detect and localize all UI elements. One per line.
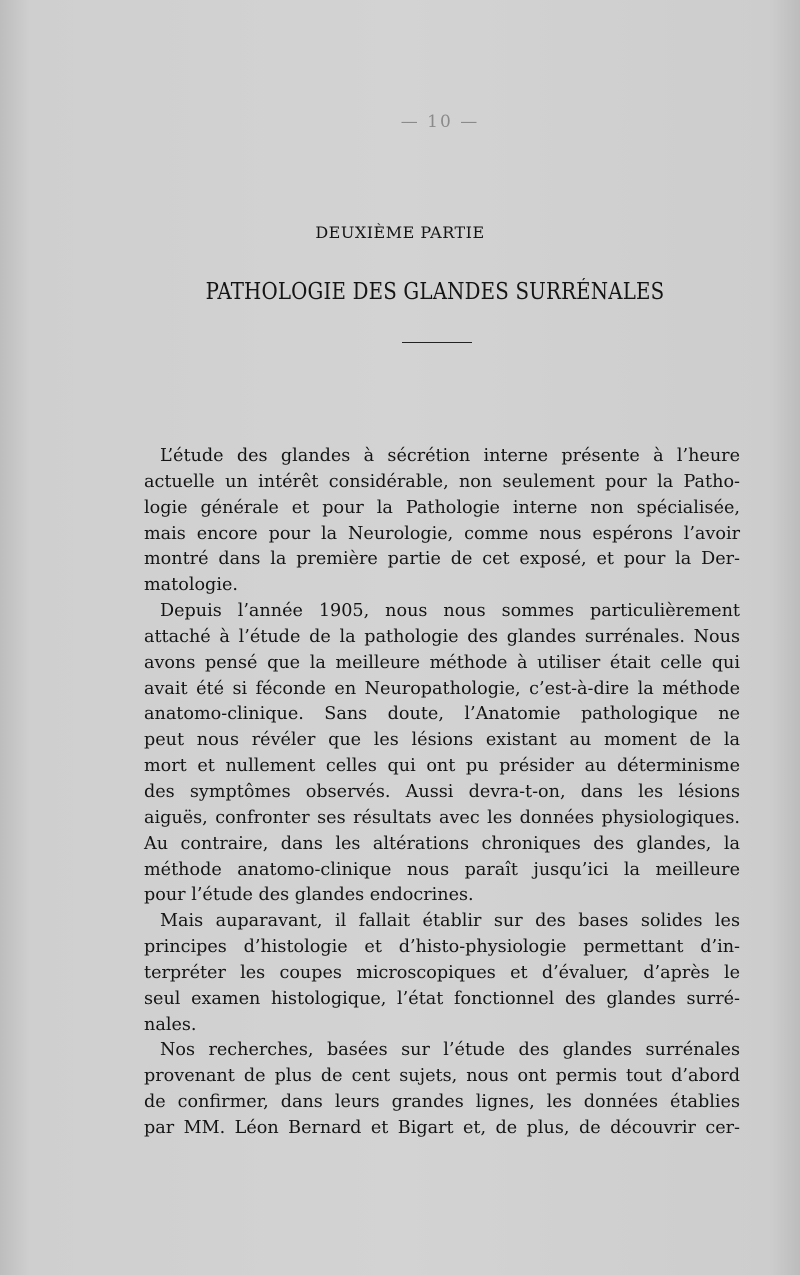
text-line: avait été si féconde en Neuropathologie, c’est-à-dire la méthode xyxy=(144,678,740,699)
text-line: peut nous révéler que les lésions existant au moment de la xyxy=(144,730,740,751)
text-line: attaché à l’étude de la pathologie des glandes surrénales. Nous xyxy=(144,626,740,647)
title-rule xyxy=(402,342,472,343)
text-line: logie générale et pour la Pathologie interne non spécialisée, xyxy=(144,497,740,518)
text-line: de confirmer, dans leurs grandes lignes, les données établies xyxy=(144,1092,740,1113)
text-line: aiguës, confronter ses résultats avec les données physiologiques. xyxy=(144,807,740,828)
text-line: matologie. xyxy=(144,575,238,596)
text-line: avons pensé que la meilleure méthode à utiliser était celle qui xyxy=(144,652,740,673)
text-line: par MM. Léon Bernard et Bigart et, de plus, de découvrir cer- xyxy=(144,1117,740,1138)
text-line: méthode anatomo-clinique nous paraît jusqu’ici la meilleure xyxy=(144,859,740,880)
part-title: DEUXIÈME PARTIE xyxy=(315,223,485,242)
text-line: montré dans la première partie de cet exposé, et pour la Der- xyxy=(144,549,740,570)
running-head: — 10 — xyxy=(400,112,480,132)
text-line: pour l’étude des glandes endocrines. xyxy=(144,885,474,906)
text-line: Nos recherches, basées sur l’étude des glandes surrénales xyxy=(160,1040,740,1061)
text-line: nales. xyxy=(144,1014,197,1035)
text-line: principes d’histologie et d’histo-physiologie permettant d’in- xyxy=(144,937,740,958)
section-title: PATHOLOGIE DES GLANDES SURRÉNALES xyxy=(205,279,665,305)
text-line: seul examen histologique, l’état fonctionnel des glandes surré- xyxy=(144,988,740,1009)
text-line: terpréter les coupes microscopiques et d’évaluer, d’après le xyxy=(144,962,740,983)
text-line: L’étude des glandes à sécrétion interne présente à l’heure xyxy=(160,446,740,466)
text-line: provenant de plus de cent sujets, nous ont permis tout d’abord xyxy=(144,1066,740,1087)
text-line: des symptômes observés. Aussi devra-t-on, dans les lésions xyxy=(144,781,740,802)
text-line: Mais auparavant, il fallait établir sur des bases solides les xyxy=(160,911,740,932)
text-line: mais encore pour la Neurologie, comme nous espérons l’avoir xyxy=(144,523,740,544)
text-line: actuelle un intérêt considérable, non seulement pour la Patho- xyxy=(144,471,740,492)
text-line: Depuis l’année 1905, nous nous sommes particulièrement xyxy=(160,601,740,622)
body-text xyxy=(144,444,740,1142)
text-line: Au contraire, dans les altérations chroniques des glandes, la xyxy=(144,833,740,854)
text-line: mort et nullement celles qui ont pu présider au déterminisme xyxy=(144,756,740,777)
text-line: anatomo-clinique. Sans doute, l’Anatomie pathologique ne xyxy=(144,704,740,725)
